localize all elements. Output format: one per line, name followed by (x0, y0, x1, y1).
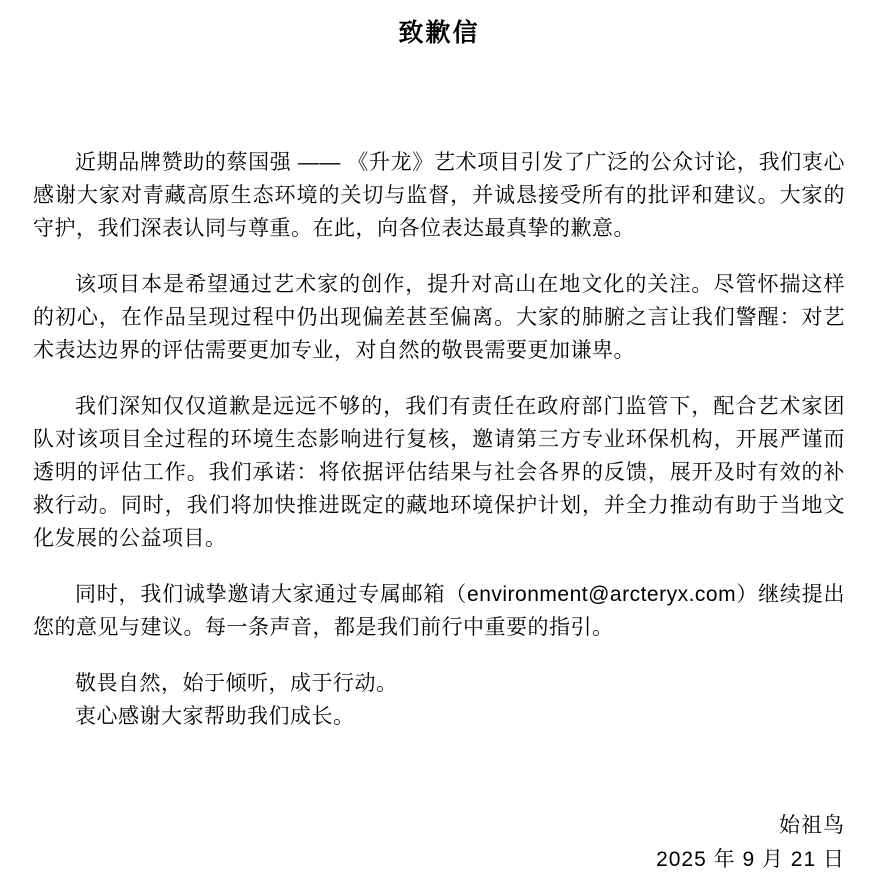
signature-name: 始祖鸟 (779, 814, 845, 837)
letter-paragraph-4: 同时，我们诚挚邀请大家通过专属邮箱（environment@arcteryx.com）继续提出您的意见与建议。每一条声音，都是我们前行中重要的指引。 (33, 583, 845, 639)
closing-line-1: 敬畏自然，始于倾听，成于行动。 (75, 672, 398, 695)
closing-block (33, 667, 845, 733)
letter-body (33, 146, 845, 877)
letter-paragraph-1: 近期品牌赞助的蔡国强 —— 《升龙》艺术项目引发了广泛的公众讨论，我们衷心感谢大家对青藏高原生态环境的关切与监督，并诚恳接受所有的批评和建议。大家的守护，我们深表认同与尊重。在此，向各位表达最真挚的歉意。 (33, 151, 845, 240)
closing-line-2: 衷心感谢大家帮助我们成长。 (75, 705, 355, 728)
signature-block (33, 809, 845, 877)
letter-paragraph-3: 我们深知仅仅道歉是远远不够的，我们有责任在政府部门监管下，配合艺术家团队对该项目全过程的环境生态影响进行复核，邀请第三方专业环保机构，开展严谨而透明的评估工作。我们承诺：将依据评估结果与社会各界的反馈，展开及时有效的补救行动。同时，我们将加快推进既定的藏地环境保护计划，并全力推动有助于当地文化发展的公益项目。 (33, 395, 845, 550)
letter-paragraph-2: 该项目本是希望通过艺术家的创作，提升对高山在地文化的关注。尽管怀揣这样的初心，在作品呈现过程中仍出现偏差甚至偏离。大家的肺腑之言让我们警醒：对艺术表达边界的评估需要更加专业，对自然的敬畏需要更加谦卑。 (33, 273, 845, 362)
letter-title: 致歉信 (398, 19, 480, 47)
signature-date: 2025 年 9 月 21 日 (656, 848, 845, 871)
